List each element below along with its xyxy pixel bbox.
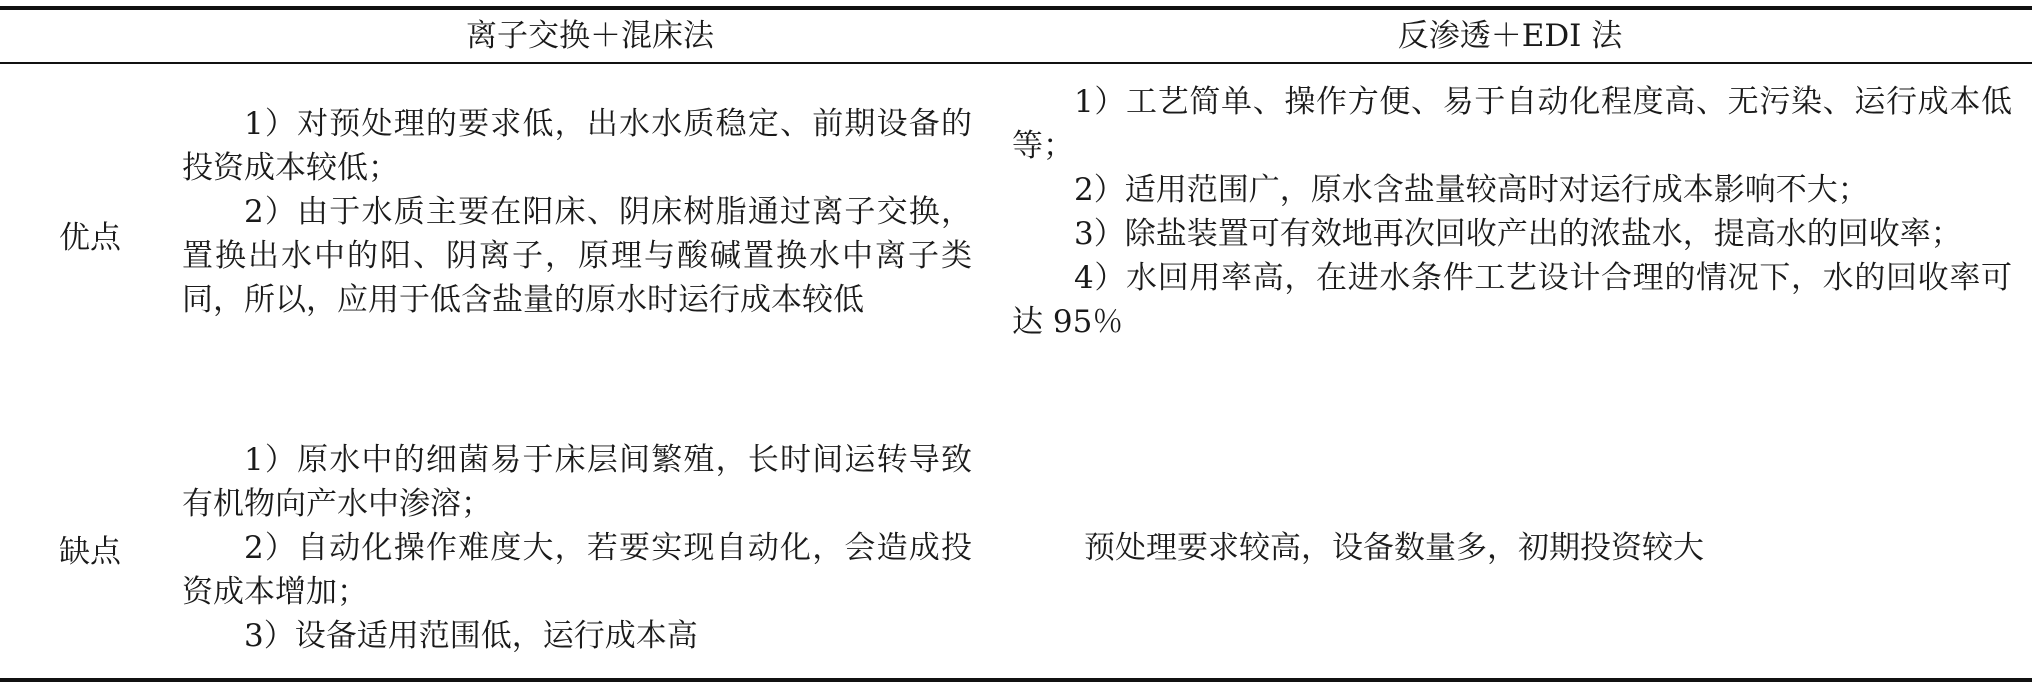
advantages-ro-edi-item-1: 1）工艺简单、操作方便、易于自动化程度高、无污染、运行成本低等； — [1012, 84, 2012, 164]
disadvantages-ion-exchange-item-2: 2）自动化操作难度大，若要实现自动化，会造成投资成本增加； — [182, 530, 972, 610]
row-label-advantages: 优点 — [59, 220, 121, 256]
disadvantages-ion-exchange-item-3: 3）设备适用范围低，运行成本高 — [244, 618, 698, 654]
header-rule — [0, 62, 2032, 64]
table-top-rule — [0, 6, 2032, 10]
disadvantages-ro-edi-cell — [1012, 526, 2012, 570]
advantages-ion-exchange-item-2: 2）由于水质主要在阳床、阴床树脂通过离子交换，置换出水中的阳、阴离子，原理与酸碱置换水中离子类同，所以，应用于低含盐量的原水时运行成本较低 — [182, 194, 972, 318]
advantages-ion-exchange-cell — [182, 102, 972, 322]
disadvantages-ion-exchange-cell — [182, 438, 972, 658]
advantages-ro-edi-cell — [1012, 80, 2012, 344]
advantages-ro-edi-item-3: 3）除盐装置可有效地再次回收产出的浓盐水，提高水的回收率； — [1074, 216, 1962, 252]
advantages-ro-edi-item-2: 2）适用范围广，原水含盐量较高时对运行成本影响不大； — [1074, 172, 1869, 208]
advantages-ro-edi-item-4: 4）水回用率高，在进水条件工艺设计合理的情况下，水的回收率可达 95％ — [1012, 260, 2012, 340]
row-label-disadvantages: 缺点 — [59, 534, 121, 570]
column-header-ion-exchange: 离子交换＋混床法 — [466, 18, 714, 54]
table-bottom-rule — [0, 678, 2032, 682]
disadvantages-ion-exchange-item-1: 1）原水中的细菌易于床层间繁殖，长时间运转导致有机物向产水中渗溶； — [182, 442, 972, 522]
disadvantages-ro-edi-text: 预处理要求较高，设备数量多，初期投资较大 — [1084, 530, 1704, 566]
advantages-ion-exchange-item-1: 1）对预处理的要求低，出水水质稳定、前期设备的投资成本较低； — [182, 106, 972, 186]
column-header-ro-edi: 反渗透＋EDI 法 — [1397, 18, 1623, 54]
